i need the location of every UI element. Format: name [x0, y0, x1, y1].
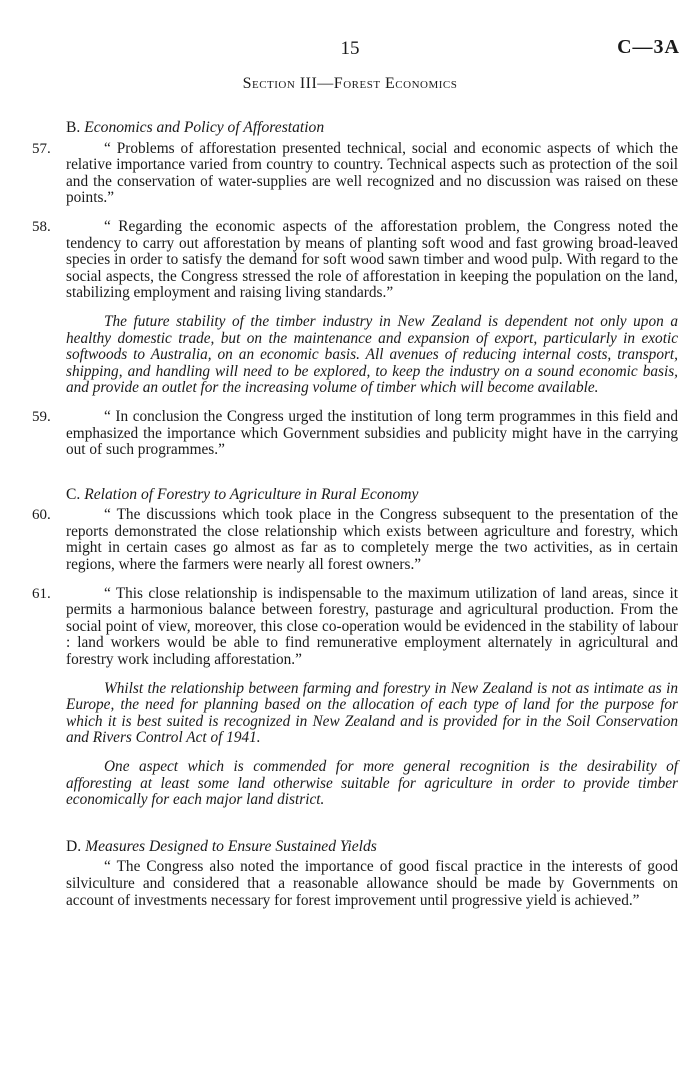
paragraph-text: “ Problems of afforestation presented technical, social and economic aspects of which the relative importance varied from country to country. Technical aspects such as protection of the soil and the conservation of water-supplies are well recognized and no discussion was raised on these points.” — [66, 139, 678, 207]
paragraph-number: 57. — [32, 140, 51, 157]
subsection-title: Relation of Forestry to Agriculture in Rural Economy — [84, 485, 419, 503]
paragraph-59 — [32, 407, 678, 459]
paragraph-text: “ This close relationship is indispensable to the maximum utilization of land areas, since it permits a harmonious balance between forestry, pasturage and agricultural production. From the social point of view, moreover, this close co-operation would be evidenced in the stability of labour : land workers would be able to find remunerative employment alternately in agricultural and forestry work including afforestation.” — [66, 584, 678, 669]
spacer — [66, 821, 678, 839]
subsection-c-heading — [66, 487, 678, 504]
paragraph-58 — [32, 217, 678, 302]
paragraph-57 — [32, 139, 678, 207]
paragraph-text: “ The Congress also noted the importance of good fiscal practice in the interests of good silviculture and considered that a reasonable allowance should be made by Governments on account of investments necessary for forest improvement until progressive yield is achieved.” — [66, 858, 678, 909]
comment-61a: Whilst the relationship between farming and forestry in New Zealand is not as intimate as in Europe, the need for planning based on the allocation of each type of land for the purpose for which it is best suited is recognized in New Zealand and is provided for in the Soil Conservation and Rivers Control Act of 1941. — [66, 679, 678, 747]
page-body — [32, 119, 678, 921]
subsection-letter: D. — [66, 837, 82, 855]
paragraph-60 — [32, 506, 678, 574]
paragraph-62 — [66, 859, 678, 909]
paragraph-number: 61. — [32, 585, 51, 602]
subsection-letter: B. — [66, 119, 81, 136]
document-code: C—3A — [617, 36, 680, 58]
subsection-title: Measures Designed to Ensure Sustained Yields — [85, 837, 377, 855]
subsection-letter: C. — [66, 485, 81, 503]
paragraph-text: “ In conclusion the Congress urged the institution of long term programmes in this field and emphasized the importance which Government subsidies and publicity might have in the carrying out of such programmes.” — [66, 407, 678, 459]
section-title: Section III—Forest Economics — [242, 75, 458, 92]
spacer — [66, 471, 678, 487]
page-number: 15 — [340, 38, 360, 59]
subsection-b-heading — [66, 120, 678, 137]
comment-61b: One aspect which is commended for more general recognition is the desirability of afforesting at least some land otherwise suitable for agriculture in order to provide timber economically for each major land district. — [66, 758, 678, 809]
paragraph-number: 59. — [32, 408, 51, 425]
paragraph-number: 60. — [32, 507, 51, 524]
paragraph-number: 58. — [32, 218, 51, 235]
paragraph-61 — [32, 584, 678, 669]
subsection-d-heading — [66, 839, 678, 856]
paragraph-text: “ Regarding the economic aspects of the afforestation problem, the Congress noted the tendency to carry out afforestation by means of planting soft wood and fast growing broad-leaved species in order to satisfy the demand for soft wood sawn timber and wood pulp. With regard to the social aspects, the Congress stressed the role of afforestation in keeping the population on the land, stabilizing employment and raising living standards.” — [66, 217, 678, 302]
comment-58: The future stability of the timber industry in New Zealand is dependent not only upon a healthy domestic trade, but on the maintenance and expansion of export, particularly in exotic softwoods to Australia, on an economic basis. All avenues of reducing internal costs, transport, shipping, and handling will need to be explored, to keep the industry on a sound economic basis, and provide an outlet for the increasing volume of timber which will become available. — [66, 312, 678, 397]
subsection-title: Economics and Policy of Afforestation — [84, 119, 325, 136]
paragraph-text: “ The discussions which took place in the Congress subsequent to the presentation of the reports demonstrated the close relationship which exists between agriculture and forestry, which might in certain cases go almost as far as to completely merge the two activities, as in certain regions, where the farmers were nearly all forest owners.” — [66, 506, 678, 574]
